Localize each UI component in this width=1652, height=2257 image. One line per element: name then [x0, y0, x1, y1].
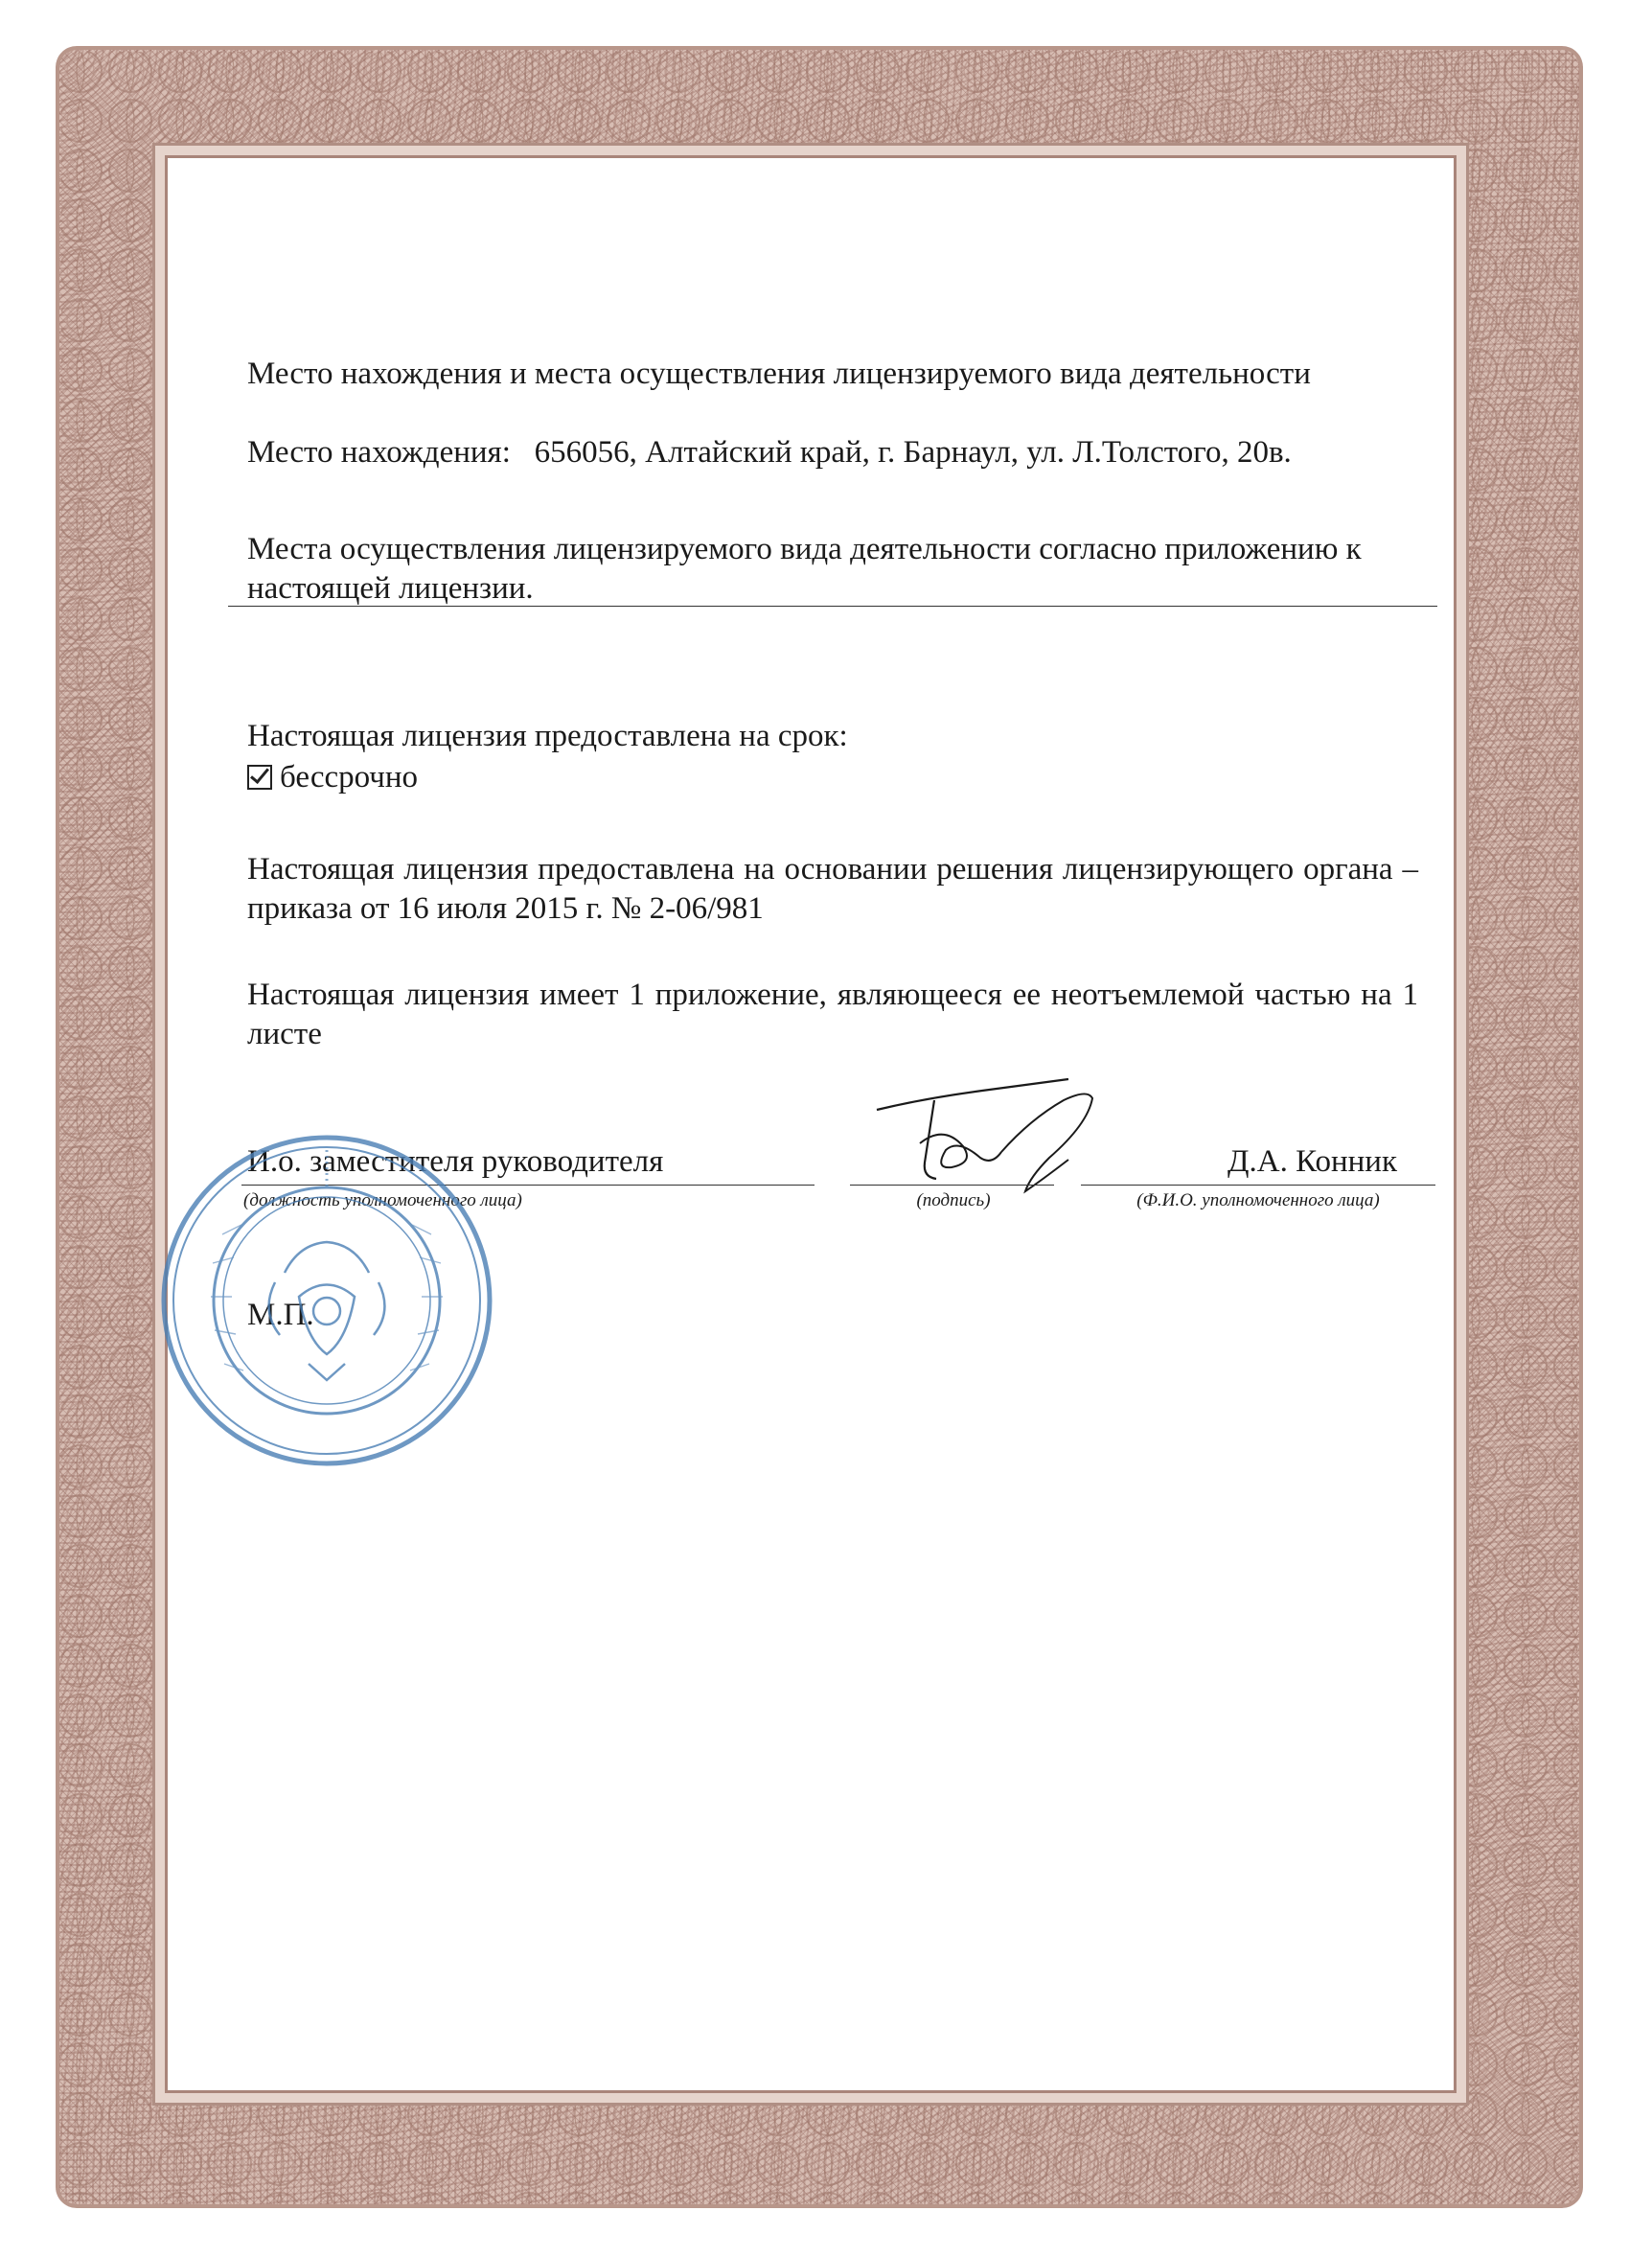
official-seal-stamp [155, 1129, 498, 1472]
address-label: Место нахождения: [247, 435, 511, 470]
stamp-place-label: М.П. [247, 1298, 314, 1332]
signer-position: И.о. заместителя руководителя [247, 1144, 664, 1179]
position-caption: (должность уполномоченного лица) [243, 1190, 522, 1210]
term-heading: Настоящая лицензия предоставлена на срок: [247, 719, 848, 753]
signature-caption: (подпись) [916, 1190, 991, 1210]
checkbox-checked-icon [247, 765, 272, 790]
name-line [1081, 1185, 1435, 1186]
location-heading: Место нахождения и места осуществления лицензируемого вида деятельности [247, 357, 1311, 391]
section-divider [228, 606, 1437, 607]
signature-line [850, 1185, 1054, 1186]
appendix-text: Настоящая лицензия имеет 1 приложение, являющееся ее неотъемлемой частью на 1 листе [247, 978, 1418, 1051]
name-caption: (Ф.И.О. уполномоченного лица) [1136, 1190, 1380, 1210]
location-address-line [247, 433, 1418, 472]
basis-text: Настоящая лицензия предоставлена на основании решения лицензирующего органа – приказа от 16 июля 2015 г. № 2-06/981 [247, 852, 1418, 926]
signer-name: Д.А. Конник [1228, 1144, 1397, 1179]
signature-image [867, 1071, 1136, 1206]
address-value: 656056, Алтайский край, г. Барнаул, ул. Л.Толстого, 20в. [534, 435, 1292, 470]
activity-places: Места осуществления лицензируемого вида деятельности согласно приложению к настоящей лицензии. [247, 532, 1362, 606]
term-option [247, 758, 1418, 797]
term-option-label: бессрочно [280, 760, 419, 795]
